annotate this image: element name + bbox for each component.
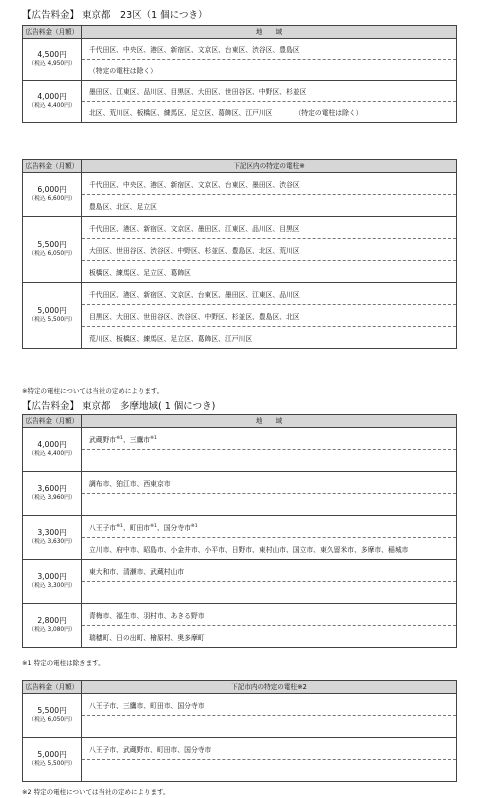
area-text: 青梅市、福生市、羽村市、あきる野市 xyxy=(89,611,205,620)
footnote-mark: ※1 xyxy=(150,435,157,441)
area-cell xyxy=(82,604,457,626)
area-text: 板橋区、練馬区、足立区、葛飾区 xyxy=(89,268,191,277)
table-row xyxy=(23,716,457,738)
area-text: 千代田区、港区、新宿区、文京区、台東区、墨田区、江東区、品川区 xyxy=(89,290,300,299)
area-cell xyxy=(82,261,457,283)
area-cell xyxy=(82,450,457,472)
price-monthly: 3,600円 xyxy=(37,484,67,494)
area-text: 八王子市、武蔵野市、町田市、国分寺市 xyxy=(89,745,212,754)
price-tax-included: （税込 3,630円） xyxy=(28,538,76,545)
area-cell xyxy=(82,81,457,102)
exclusion-note: （特定の電柱は除く） xyxy=(294,109,363,117)
price-cell xyxy=(23,560,82,604)
area-text: 、町田市 xyxy=(122,523,151,532)
rate-table-23ku xyxy=(22,25,457,123)
table-row xyxy=(23,582,457,604)
price-cell xyxy=(23,604,82,648)
column-header-area: 地 域 xyxy=(82,415,457,428)
section-title-23ku: 【広告料金】 東京都 23区（1 個につき） xyxy=(22,10,208,21)
price-monthly: 4,000円 xyxy=(37,92,67,102)
table-row xyxy=(23,626,457,648)
area-cell xyxy=(82,60,457,81)
section-title-tama: 【広告料金】 東京都 多摩地域( 1 個につき) xyxy=(22,401,216,412)
table-row xyxy=(23,694,457,716)
price-monthly: 5,000円 xyxy=(37,750,67,760)
area-text: （特定の電柱は除く） xyxy=(89,67,157,75)
area-text: 八王子市 xyxy=(89,523,117,532)
area-text: 瑞穂町、日の出町、檜原村、奥多摩町 xyxy=(89,633,205,642)
table-row xyxy=(23,305,457,327)
area-text: 千代田区、中央区、港区、新宿区、文京区、台東区、墨田区、渋谷区 xyxy=(89,180,300,189)
price-cell xyxy=(23,516,82,560)
note-special-poles-2: ※2 特定の電柱については当社の定めによります。 xyxy=(22,788,170,796)
price-monthly: 5,000円 xyxy=(37,306,67,316)
table-row xyxy=(23,60,457,81)
area-text: 武蔵野市 xyxy=(89,435,117,444)
area-text: 墨田区、江東区、品川区、目黒区、大田区、世田谷区、中野区、杉並区 xyxy=(89,88,307,96)
area-cell xyxy=(82,39,457,60)
area-text: 大田区、世田谷区、渋谷区、中野区、杉並区、豊島区、北区、荒川区 xyxy=(89,246,300,255)
price-monthly: 4,000円 xyxy=(37,440,67,450)
area-text: 八王子市、三鷹市、町田市、国分寺市 xyxy=(89,701,205,710)
price-tax-included: （税込 4,950円） xyxy=(28,60,76,67)
table-row xyxy=(23,173,457,195)
price-cell xyxy=(23,694,82,738)
column-header-area: 地 域 xyxy=(82,26,457,39)
table-row xyxy=(23,217,457,239)
column-header-area: 下記区内の特定の電柱※ xyxy=(82,160,457,173)
table-row xyxy=(23,428,457,450)
price-cell xyxy=(23,81,82,123)
price-monthly: 3,000円 xyxy=(37,572,67,582)
area-cell xyxy=(82,173,457,195)
price-tax-included: （税込 5,500円） xyxy=(28,760,76,767)
column-header-price: 広告料金（月額） xyxy=(23,415,82,428)
rate-table-23ku-special-poles xyxy=(22,159,457,349)
table-row xyxy=(23,39,457,60)
area-cell xyxy=(82,516,457,538)
table-row xyxy=(23,283,457,305)
area-cell xyxy=(82,694,457,716)
price-tax-included: （税込 6,600円） xyxy=(28,195,76,202)
price-monthly: 5,500円 xyxy=(37,240,67,250)
area-cell xyxy=(82,494,457,516)
price-cell xyxy=(23,428,82,472)
table-row xyxy=(23,239,457,261)
area-cell xyxy=(82,428,457,450)
rate-table-tama xyxy=(22,414,457,648)
price-monthly: 4,500円 xyxy=(37,50,67,60)
area-cell xyxy=(82,327,457,349)
footnote-mark: ※1 xyxy=(116,523,123,529)
table-row xyxy=(23,195,457,217)
area-cell xyxy=(82,283,457,305)
area-cell xyxy=(82,472,457,494)
area-text: 東大和市、清瀬市、武蔵村山市 xyxy=(89,567,185,576)
footnote-mark: ※1 xyxy=(190,523,198,529)
table-row xyxy=(23,538,457,560)
area-cell xyxy=(82,217,457,239)
price-cell xyxy=(23,283,82,349)
price-tax-included: （税込 4,400円） xyxy=(28,450,76,457)
note-special-poles: ※特定の電柱については当社の定めによります。 xyxy=(22,387,164,395)
area-cell xyxy=(82,102,457,123)
price-monthly: 5,500円 xyxy=(37,706,67,716)
price-tax-included: （税込 6,050円） xyxy=(28,250,76,257)
area-cell xyxy=(82,538,457,560)
price-monthly: 6,000円 xyxy=(37,185,67,195)
area-cell xyxy=(82,716,457,738)
table-row xyxy=(23,560,457,582)
price-cell xyxy=(23,173,82,217)
area-cell xyxy=(82,738,457,760)
table-row xyxy=(23,472,457,494)
footnote-mark: ※1 xyxy=(116,435,123,441)
table-row xyxy=(23,494,457,516)
table-row xyxy=(23,604,457,626)
price-monthly: 2,800円 xyxy=(37,616,67,626)
table-row xyxy=(23,102,457,123)
area-cell xyxy=(82,560,457,582)
area-text: 千代田区、中央区、港区、新宿区、文京区、台東区、渋谷区、豊島区 xyxy=(89,46,300,54)
area-cell xyxy=(82,626,457,648)
area-cell xyxy=(82,760,457,782)
area-text: 荒川区、板橋区、練馬区、足立区、葛飾区、江戸川区 xyxy=(89,334,253,343)
price-cell xyxy=(23,472,82,516)
area-text: 千代田区、港区、新宿区、文京区、墨田区、江東区、品川区、目黒区 xyxy=(89,224,300,233)
price-monthly: 3,300円 xyxy=(37,528,67,538)
note-excluded-poles: ※1 特定の電柱は除きます。 xyxy=(22,659,105,667)
price-tax-included: （税込 4,400円） xyxy=(28,102,76,109)
area-text: 立川市、府中市、昭島市、小金井市、小平市、日野市、東村山市、国立市、東久留米市、多摩市、稲城市 xyxy=(89,545,409,554)
table-row xyxy=(23,738,457,760)
price-cell xyxy=(23,217,82,283)
table-row xyxy=(23,450,457,472)
area-cell xyxy=(82,195,457,217)
area-text: 目黒区、大田区、世田谷区、渋谷区、中野区、杉並区、豊島区、北区 xyxy=(89,312,300,321)
area-cell xyxy=(82,582,457,604)
footnote-mark: ※1 xyxy=(150,523,157,529)
area-text: 、国分寺市 xyxy=(156,523,191,532)
rate-table-tama-special-poles xyxy=(22,680,457,782)
column-header-area: 下記市内の特定の電柱※2 xyxy=(82,681,457,694)
table-row xyxy=(23,81,457,102)
area-text: 豊島区、北区、足立区 xyxy=(89,202,157,211)
area-text: 北区、荒川区、板橋区、練馬区、足立区、葛飾区、江戸川区 xyxy=(89,109,273,117)
area-text: 調布市、狛江市、西東京市 xyxy=(89,479,171,488)
column-header-price: 広告料金（月額） xyxy=(23,681,82,694)
area-cell xyxy=(82,239,457,261)
table-row xyxy=(23,760,457,782)
price-cell xyxy=(23,39,82,81)
area-cell xyxy=(82,305,457,327)
table-row xyxy=(23,261,457,283)
price-tax-included: （税込 6,050円） xyxy=(28,716,76,723)
table-row xyxy=(23,516,457,538)
price-tax-included: （税込 3,960円） xyxy=(28,494,76,501)
column-header-price: 広告料金（月額） xyxy=(23,26,82,39)
column-header-price: 広告料金（月額） xyxy=(23,160,82,173)
price-cell xyxy=(23,738,82,782)
price-tax-included: （税込 3,080円） xyxy=(28,626,76,633)
table-row xyxy=(23,327,457,349)
price-tax-included: （税込 3,300円） xyxy=(28,582,76,589)
price-tax-included: （税込 5,500円） xyxy=(28,316,76,323)
area-text: 、三鷹市 xyxy=(122,435,151,444)
